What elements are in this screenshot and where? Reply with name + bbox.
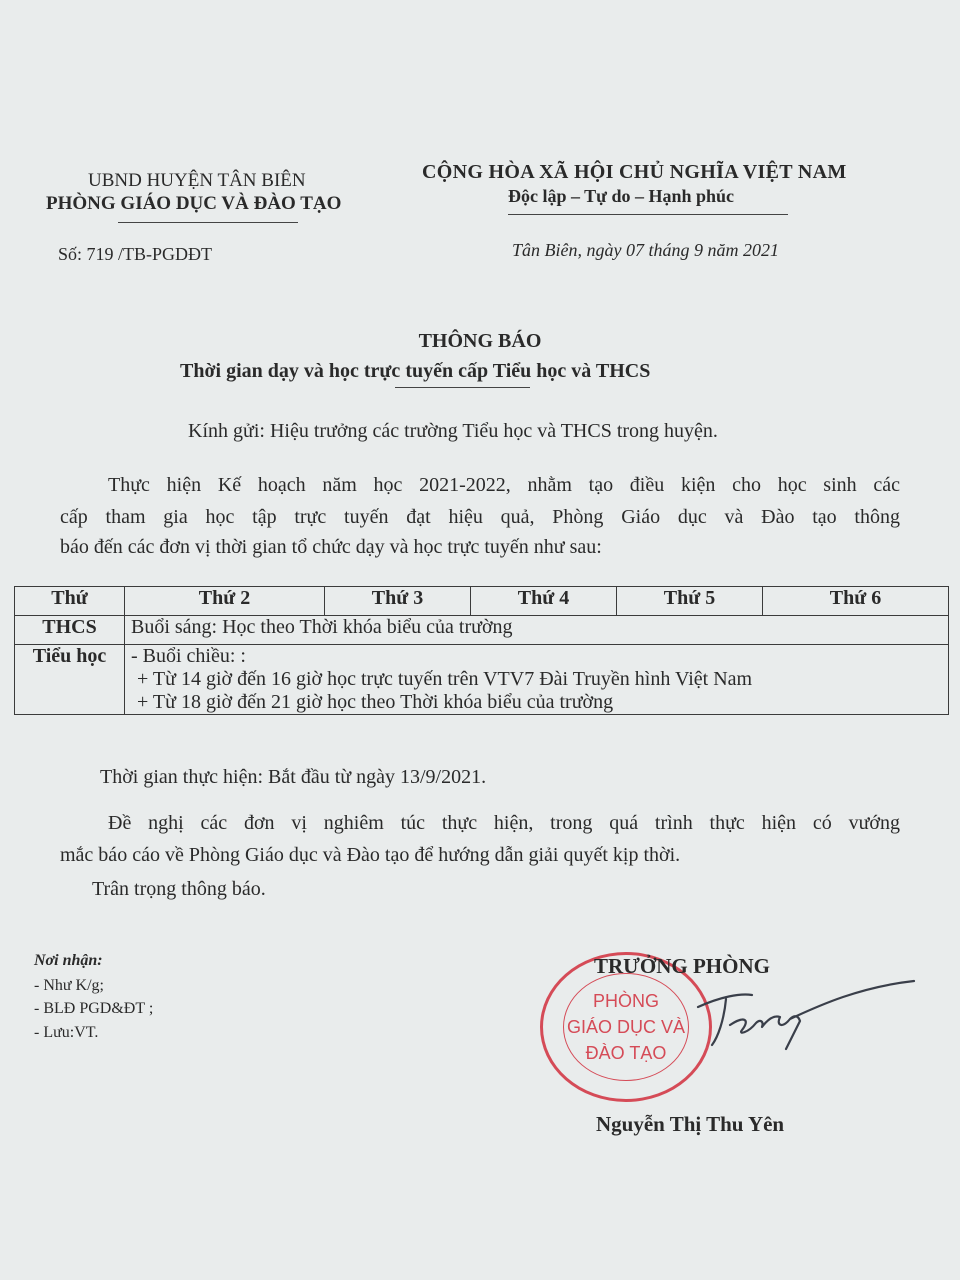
request-line-2: mắc báo cáo về Phòng Giáo dục và Đào tạo để hướng dẫn giải quyết kịp thời. [60, 844, 681, 866]
seal-text: ĐÀO TẠO [585, 1043, 667, 1063]
level-cell: THCS [15, 616, 125, 645]
national-title: CỘNG HÒA XÃ HỘI CHỦ NGHĨA VIỆT NAM [422, 161, 847, 183]
request-line-1: Đề nghị các đơn vị nghiêm túc thực hiện, trong quá trình thực hiện có vướng [108, 812, 900, 834]
header-cell: Thứ 3 [325, 587, 471, 616]
recipient-item: - Như K/g; [34, 977, 104, 994]
regards-line: Trân trọng thông báo. [92, 878, 266, 900]
notice-subtitle: Thời gian dạy và học trực tuyến cấp Tiểu học và THCS [180, 360, 651, 382]
org-name: PHÒNG GIÁO DỤC VÀ ĐÀO TẠO [46, 193, 342, 214]
document-number: Số: 719 /TB-PGDĐT [58, 244, 213, 264]
schedule-cell [125, 645, 949, 715]
recipient-item: - BLĐ PGD&ĐT ; [34, 1000, 154, 1017]
seal-text: PHÒNG [592, 991, 659, 1011]
header-cell: Thứ 5 [617, 587, 763, 616]
intro-line-1: Thực hiện Kế hoạch năm học 2021-2022, nhằm tạo điều kiện cho học sinh các [108, 474, 900, 496]
org-parent: UBND HUYỆN TÂN BIÊN [88, 170, 306, 191]
level-cell: Tiểu học [15, 645, 125, 715]
table-row [15, 645, 949, 715]
table-row [15, 616, 949, 645]
subtitle-underline [395, 387, 530, 388]
schedule-line: + Từ 18 giờ đến 21 giờ học theo Thời khóa biểu của trường [137, 691, 614, 713]
signer-name: Nguyễn Thị Thu Yên [596, 1112, 785, 1136]
schedule-table [14, 586, 949, 715]
intro-line-3: báo đến các đơn vị thời gian tổ chức dạy và học trực tuyến như sau: [60, 536, 602, 558]
notice-title: THÔNG BÁO [418, 330, 542, 352]
header-cell: Thứ [15, 587, 125, 616]
schedule-line: - Buổi chiều: : [131, 645, 246, 667]
schedule-cell: Buổi sáng: Học theo Thời khóa biểu của trường [125, 616, 949, 645]
header-cell: Thứ 6 [763, 587, 949, 616]
handwritten-signature [690, 975, 920, 1065]
seal-text: GIÁO DỤC VÀ [566, 1017, 686, 1037]
table-header-row [15, 587, 949, 616]
schedule-line: + Từ 14 giờ đến 16 giờ học trực tuyến trên VTV7 Đài Truyền hình Việt Nam [137, 668, 753, 690]
national-motto: Độc lập – Tự do – Hạnh phúc [508, 186, 735, 206]
place-date: Tân Biên, ngày 07 tháng 9 năm 2021 [512, 240, 779, 260]
recipient-item: - Lưu:VT. [34, 1024, 99, 1041]
recipients-heading: Nơi nhận: [34, 952, 103, 969]
header-cell: Thứ 2 [125, 587, 325, 616]
header-cell: Thứ 4 [471, 587, 617, 616]
greeting-line: Kính gửi: Hiệu trưởng các trường Tiểu học và THCS trong huyện. [188, 420, 718, 442]
start-time: Thời gian thực hiện: Bắt đầu từ ngày 13/9/2021. [100, 766, 487, 788]
signer-position: TRƯỞNG PHÒNG [594, 954, 770, 978]
org-underline [118, 222, 298, 223]
intro-line-2: cấp tham gia học tập trực tuyến đạt hiệu quả, Phòng Giáo dục và Đào tạo thông [60, 506, 900, 528]
motto-underline [508, 214, 788, 215]
